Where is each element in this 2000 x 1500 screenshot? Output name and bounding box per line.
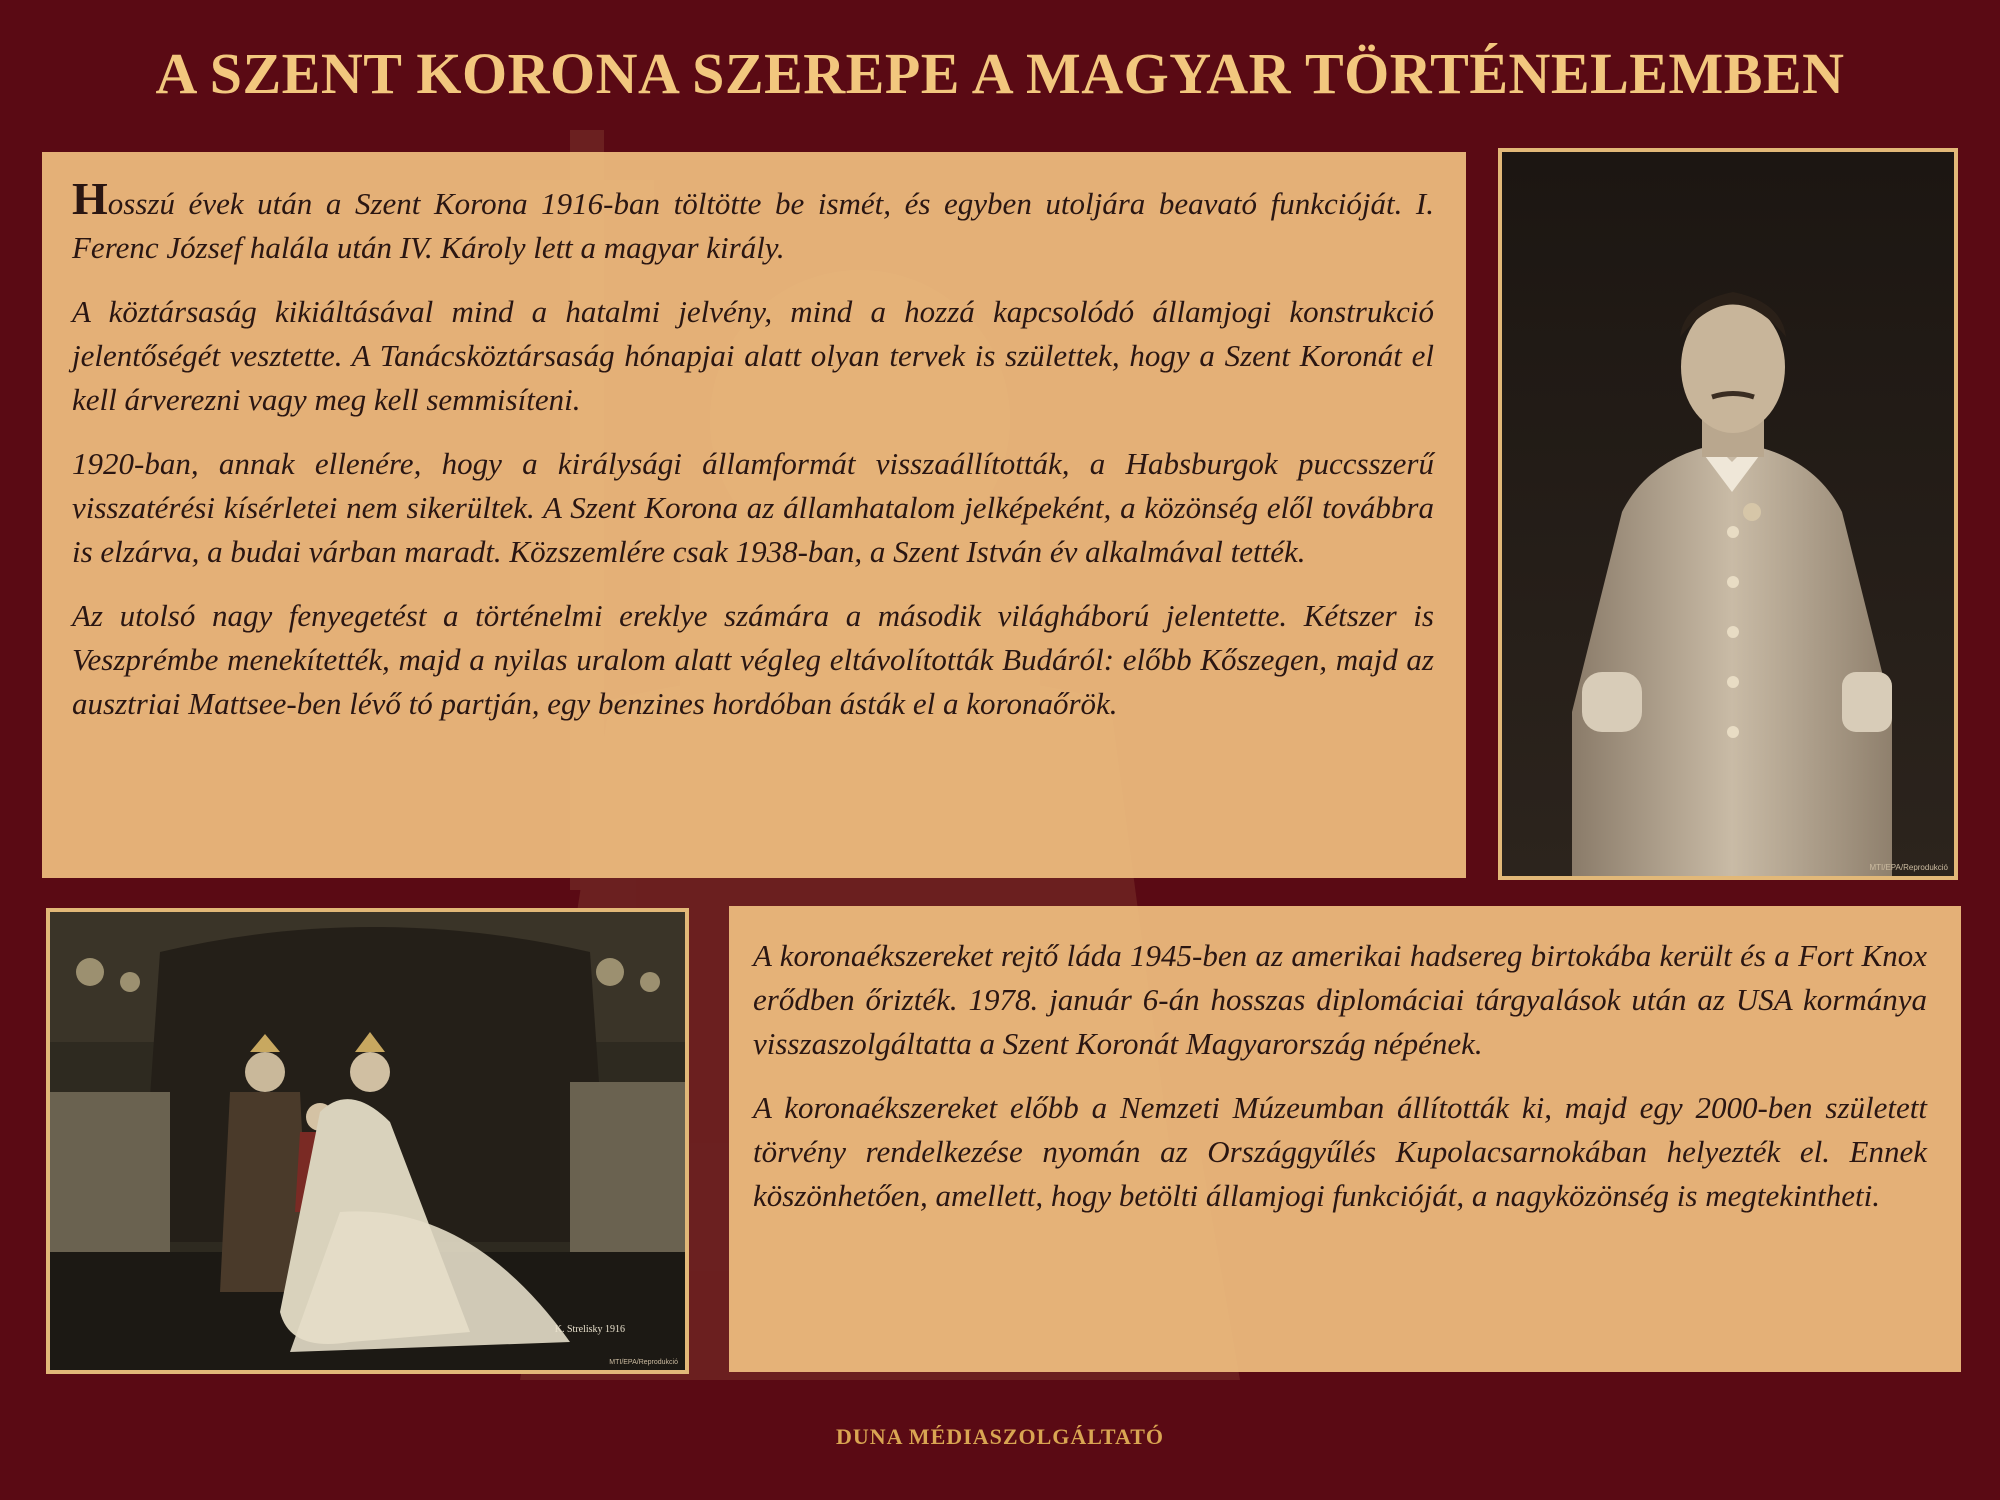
text-panel-bottom bbox=[729, 906, 1961, 1372]
paragraph-1-text: osszú évek után a Szent Korona 1916-ban töltötte be ismét, és egyben utoljára beavató funkcióját. I. Ferenc József halála után IV. Károly lett a magyar király. bbox=[72, 186, 1434, 265]
paragraph-5: A koronaékszereket rejtő láda 1945-ben az amerikai hadsereg birtokába került és a Fort Knox erődben őrizték. 1978. január 6-án hosszas diplomáciai tárgyalások után az USA kormánya visszaszolgáltatta a Szent Koronát Magyarország népének. bbox=[753, 938, 1927, 1061]
paragraph-1 bbox=[72, 173, 1434, 270]
page-title: A SZENT KORONA SZEREPE A MAGYAR TÖRTÉNELEMBEN bbox=[155, 41, 1845, 106]
coronation-illustration bbox=[50, 912, 685, 1370]
text-panel-top bbox=[42, 152, 1466, 878]
photo-coronation-1916 bbox=[46, 908, 689, 1374]
paragraph-6: A koronaékszereket előbb a Nemzeti Múzeumban állították ki, majd egy 2000-ben született törvény rendelkezése nyomán az Országgyűlés Kupolacsarnokában helyezték el. Ennek köszönhetően, amellett, hogy betölti államjogi funkcióját, a nagyközönség is megtekintheti. bbox=[753, 1090, 1927, 1213]
portrait-credit: MTI/EPA/Reprodukció bbox=[1869, 863, 1948, 872]
photo-iv-karoly-portrait bbox=[1498, 148, 1958, 880]
paragraph-4: Az utolsó nagy fenyegetést a történelmi ereklye számára a második világháború jelentette. Kétszer is Veszprémbe menekítették, majd a nyilas uralom alatt végleg eltávolították Budáról: előbb Kőszegen, majd az ausztriai Mattsee-ben lévő tó partján, egy benzines hordóban ásták el a koronaőrök. bbox=[72, 598, 1434, 721]
footer-publisher: DUNA MÉDIASZOLGÁLTATÓ bbox=[835, 1424, 1165, 1449]
coronation-photographer-signature: K. Strelisky 1916 bbox=[554, 1324, 625, 1335]
portrait-illustration bbox=[1502, 152, 1954, 876]
paragraph-2: A köztársaság kikiáltásával mind a hatalmi jelvény, mind a hozzá kapcsolódó államjogi konstrukció jelentőségét vesztette. A Tanácsköztársaság hónapjai alatt olyan tervek is születtek, hogy a Szent Koronát el kell árverezni vagy meg kell semmisíteni. bbox=[72, 294, 1434, 417]
drop-cap: H bbox=[72, 173, 108, 224]
paragraph-3: 1920-ban, annak ellenére, hogy a királysági államformát visszaállították, a Habsburgok puccsszerű visszatérési kísérletei nem sikerültek. A Szent Korona az államhatalom jelképeként, a közönség elől továbbra is elzárva, a budai várban maradt. Közszemlére csak 1938-ban, a Szent István év alkalmával tették. bbox=[72, 446, 1434, 569]
coronation-credit: MTI/EPA/Reprodukció bbox=[609, 1359, 678, 1366]
